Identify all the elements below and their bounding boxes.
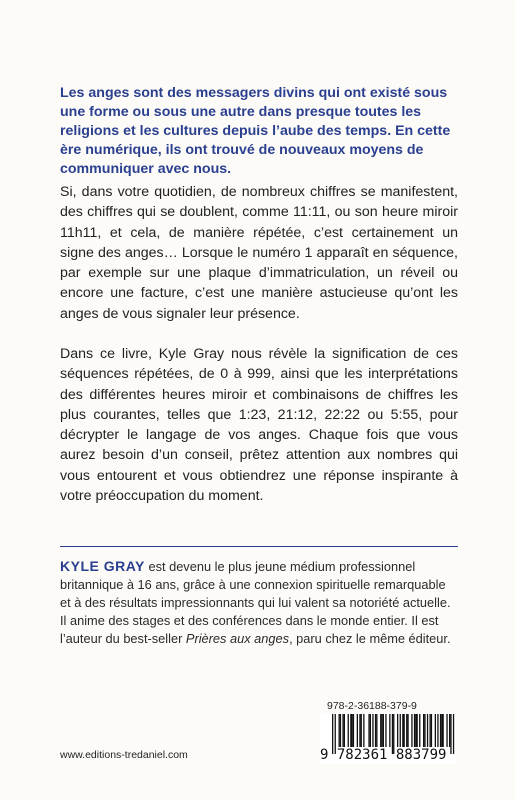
author-name: KYLE GRAY [60,558,145,574]
publisher-website: www.editions-tredaniel.com [60,749,188,761]
book-title: Prières aux anges [185,631,290,646]
bio-text-1: est devenu le plus jeune médium professionnel britannique à 16 ans, grâce à une connexion spirituelle remarquable et à des résultats impressionnants qui lui valent sa notoriété actuelle. Il anime des stages et des conférences dans le monde entier. Il est l’auteur du best-seller [60,559,451,646]
body-paragraph-2: Dans ce livre, Kyle Gray nous révèle la signification de ces séquences répétées, de 0 à 999, ainsi que les interprétations des différentes heures miroir et combinaisons de chiffres les plus courantes, telles que 1:23, 21:12, 22:22 ou 5:55, pour décrypter le langage de vos anges. Chaque fois que vous aurez besoin d’un conseil, prêtez attention aux nombres qui vous entourent et vous obtiendrez une réponse inspirante à votre préoccupation du moment. [60,346,458,505]
intro-paragraph: Les anges sont des messagers divins qui ont existé sous une forme ou sous une autre dans presque toutes les religions et les cultures depuis l’aube des temps. En cette ère numérique, ils ont trouvé de nouveaux moyens de communiquer avec nous. [60,85,451,177]
body-paragraph-1: Si, dans votre quotidien, de nombreux chiffres se manifestent, des chiffres qui se doublent, comme 11:11, ou son heure miroir 11h11, et cela, de manière répétée, c’est certainement un signe des anges… Lorsque le numéro 1 apparaît en séquence, par exemple sur une plaque d’immatriculation, un réveil ou encore une facture, c’est une manière astucieuse qu’ont les anges de vous signaler leur présence. [60,184,458,322]
bio-text-2: , paru chez le même éditeur. [289,631,451,646]
isbn-number: 978-2-36188-379-9 [327,700,417,712]
barcode [320,714,456,764]
barcode-digits: 9 782361 883799 [320,747,447,763]
author-bio [60,557,458,648]
section-divider [60,546,458,547]
